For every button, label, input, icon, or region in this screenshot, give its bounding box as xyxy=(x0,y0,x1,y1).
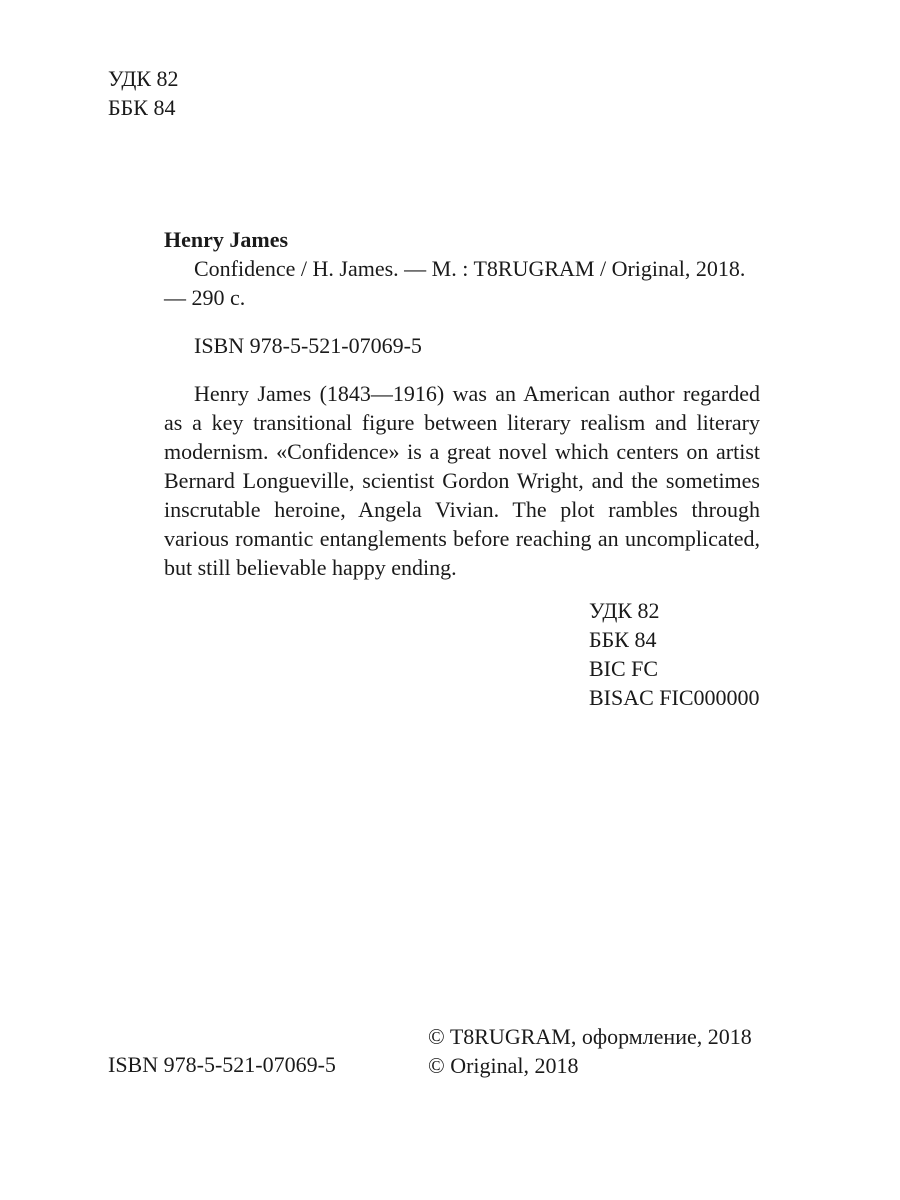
imprint-line: Confidence / H. James. — M. : T8RUGRAM / Original, 2018. xyxy=(194,256,746,281)
udk-code: УДК 82 xyxy=(589,598,660,623)
bbk-code: ББК 84 xyxy=(108,95,176,120)
copyright-original: © Original, 2018 xyxy=(428,1053,579,1078)
bic-code: BIC FC xyxy=(589,656,659,681)
copyright-notices xyxy=(428,1022,752,1080)
top-classification-codes xyxy=(108,64,179,122)
udk-code: УДК 82 xyxy=(108,66,179,91)
bibliographic-record xyxy=(164,225,760,604)
bisac-code: BISAC FIC000000 xyxy=(589,685,760,710)
bottom-isbn: ISBN 978-5-521-07069-5 xyxy=(108,1052,336,1077)
bbk-code: ББК 84 xyxy=(589,627,657,652)
record-isbn: ISBN 978-5-521-07069-5 xyxy=(194,333,422,358)
author-heading: Henry James xyxy=(164,227,289,252)
page-count: — 290 с. xyxy=(164,285,246,310)
annotation-paragraph: Henry James (1843—1916) was an American author regarded as a key transitional figure between literary realism and literary modernism. «Confidence» is a great novel which centers on artist Bernard Longueville, scientist Gordon Wright, and the sometimes inscrutable heroine, Angela Vivian. The plot rambles through various romantic entanglements before reaching an uncomplicated, but still believable happy ending. xyxy=(164,381,760,580)
classification-codes xyxy=(589,596,760,712)
copyright-design: © T8RUGRAM, оформление, 2018 xyxy=(428,1024,752,1049)
